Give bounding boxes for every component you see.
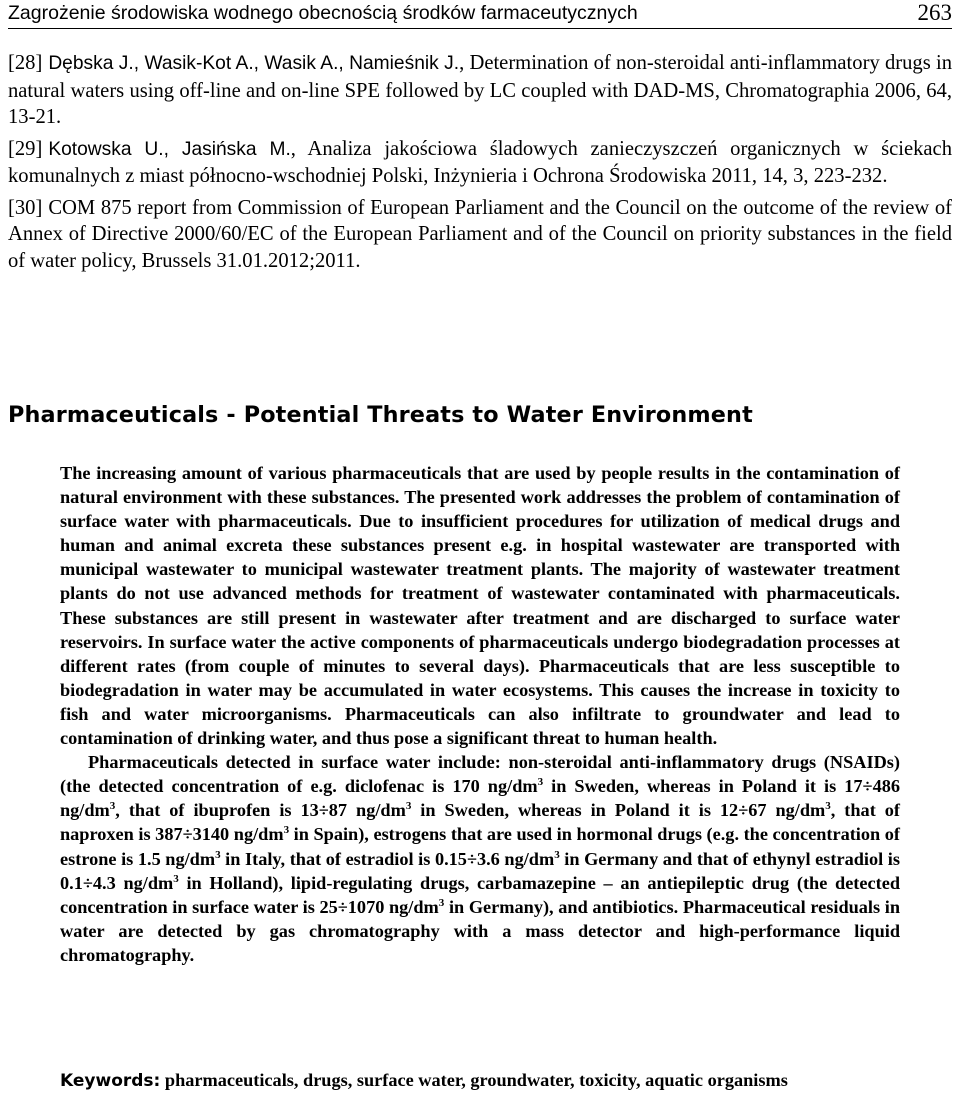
keywords	[60, 1070, 900, 1091]
abstract-text-run: Pharmaceuticals detected in surface water include: non-steroidal anti-inflammatory drugs (NSAIDs) (the detected concentration of e.g. diclofenac is 170 ng/dm	[60, 752, 900, 797]
english-title: Pharmaceuticals - Potential Threats to Water Environment	[8, 402, 753, 428]
reference-text: , Analiza jakościowa śladowych zanieczyszczeń organicznych w ściekach komunalnych z miast północno-wschodniej Polski, Inżynieria i Ochrona Środowiska 2011, 14, 3, 223-232.	[8, 137, 952, 187]
superscript: 3	[173, 872, 179, 885]
abstract-text-run: in Spain), estrogens that are used in hormonal drugs (e.g. the concentration of estrone is 1.5 ng/dm	[60, 824, 900, 869]
reference-authors: COM 875 report from Commission of European Parliament and the Council on the outcome of the review of Annex of Directive 2000/60/EC of the European Parliament and of the Council on priority substances in the field of water policy, Brussels 31.01.2012;2011.	[8, 196, 952, 272]
abstract-text-run: in Germany and that of ethynyl estradiol is 0.1÷4.3 ng/dm	[60, 848, 900, 893]
reference-list	[8, 50, 952, 279]
reference-item	[8, 50, 952, 131]
reference-text: , Determination of non-steroidal anti-inflammatory drugs in natural waters using off-line and on-line SPE followed by LC coupled with DAD-MS, Chromatographia 2006, 64, 13-21.	[8, 52, 952, 128]
reference-item	[8, 195, 952, 275]
keywords-label: Keywords:	[60, 1071, 161, 1091]
abstract-paragraph-2	[60, 750, 900, 967]
superscript: 3	[283, 824, 290, 837]
abstract-text-run: , that of ibuprofen is 13÷87 ng/dm	[115, 800, 406, 821]
reference-item	[8, 136, 952, 190]
reference-authors: Dębska J., Wasik-Kot A., Wasik A., Namieśnik J.	[48, 53, 460, 74]
abstract-text-run: in Sweden, whereas in Poland it is 17÷486 ng/dm	[60, 776, 900, 821]
superscript: 3	[438, 896, 445, 909]
reference-number: [30]	[8, 196, 43, 219]
abstract-text-run: in Holland), lipid-regulating drugs, carbamazepine – an antiepileptic drug (the detected concentration in surface water is 25÷1070 ng/dm	[60, 872, 900, 917]
abstract	[60, 461, 900, 967]
reference-authors: Kotowska U., Jasińska M.	[48, 138, 291, 160]
superscript: 3	[109, 800, 116, 813]
abstract-text-run: in Sweden, whereas in Poland it is 12÷67 ng/dm	[411, 800, 826, 821]
abstract-text-run: , that of naproxen is 387÷3140 ng/dm	[60, 800, 900, 845]
reference-number: [29]	[8, 137, 43, 160]
superscript: 3	[405, 800, 412, 813]
page-number: 263	[917, 0, 952, 25]
superscript: 3	[825, 800, 831, 813]
abstract-text-run: in Germany), and antibiotics. Pharmaceutical residuals in water are detected by gas chromatography with a mass detector and high-performance liquid chromatography.	[60, 896, 901, 965]
running-header	[8, 2, 952, 29]
keywords-text: pharmaceuticals, drugs, surface water, groundwater, toxicity, aquatic organisms	[160, 1070, 788, 1090]
abstract-paragraph-1: The increasing amount of various pharmaceuticals that are used by people results in the contamination of natural environment with these substances. The presented work addresses the problem of contamination of surface water with pharmaceuticals. Due to insufficient procedures for utilization of medical drugs and human and animal excreta these substances present e.g. in hospital wastewater are transported with municipal wastewater to municipal wastewater treatment plants. The majority of wastewater treatment plants do not use advanced methods for treatment of wastewater contaminated with pharmaceuticals. These substances are still present in wastewater after treatment and are discharged to surface water reservoirs. In surface water the active components of pharmaceuticals undergo biodegradation processes at different rates (from couple of minutes to several days). Pharmaceuticals that are less susceptible to biodegradation in water may be accumulated in water ecosystems. This causes the increase in toxicity to fish and water microorganisms. Pharmaceuticals can also infiltrate to groundwater and lead to contamination of drinking water, and thus pose a significant threat to human health.	[60, 463, 900, 749]
reference-number: [28]	[8, 52, 43, 74]
superscript: 3	[537, 776, 544, 789]
superscript: 3	[215, 848, 221, 861]
running-header-title: Zagrożenie środowiska wodnego obecnością środków farmaceutycznych	[8, 2, 638, 24]
superscript: 3	[554, 848, 560, 861]
abstract-text-run: in Italy, that of estradiol is 0.15÷3.6 ng/dm	[220, 848, 555, 869]
